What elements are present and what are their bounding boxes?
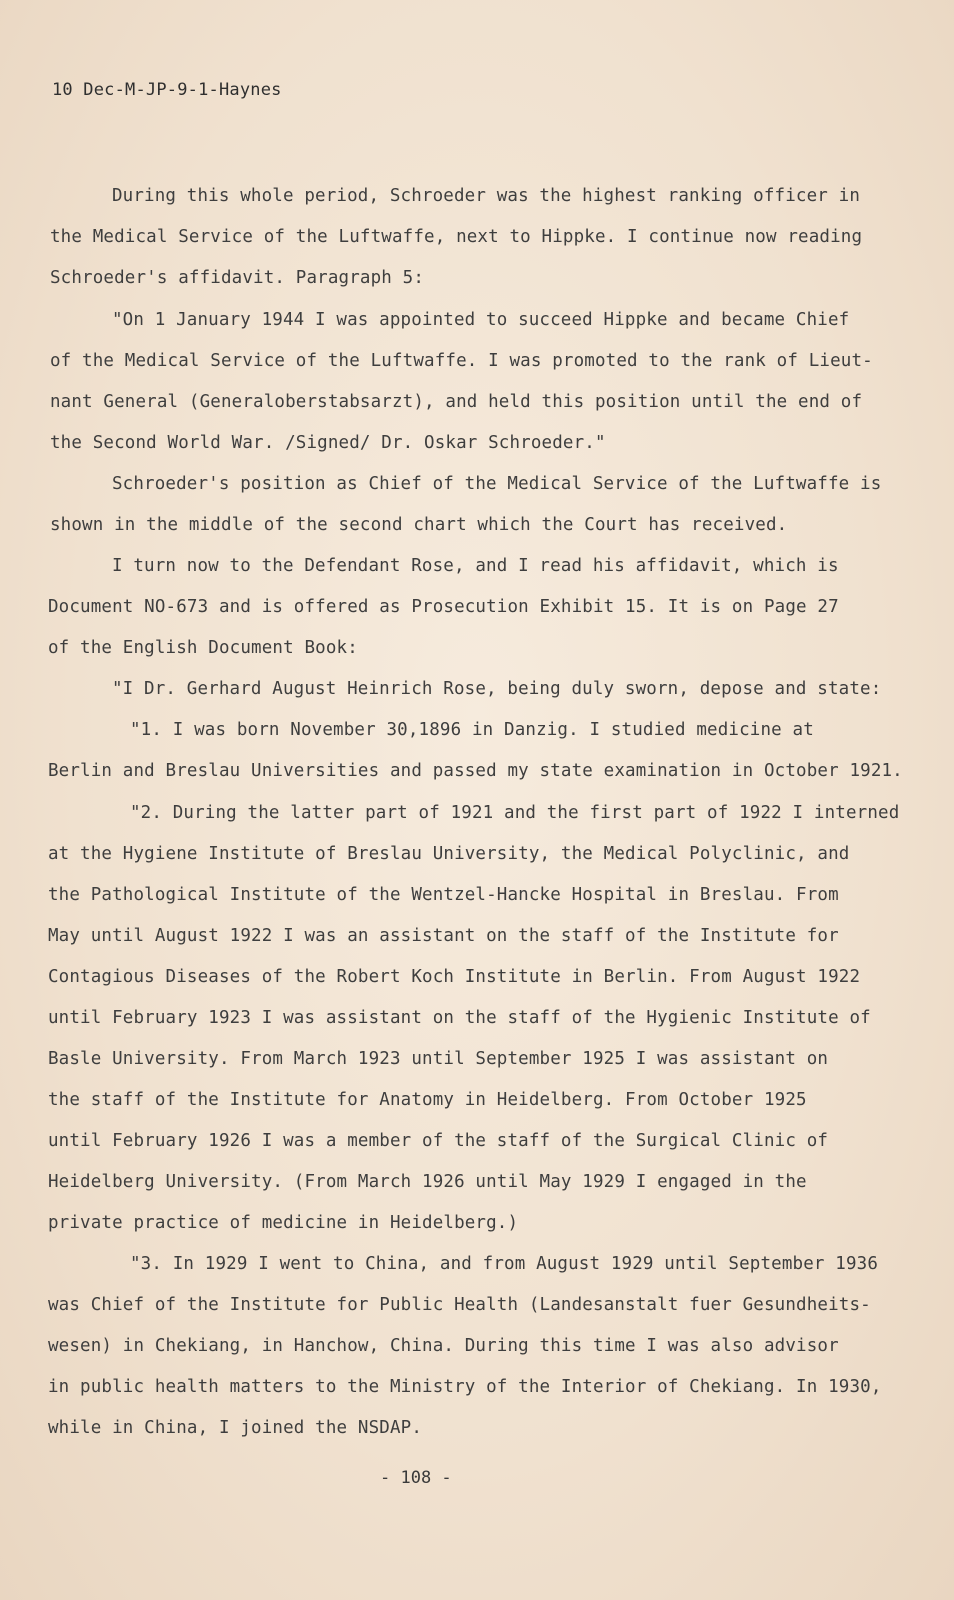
text-line: Contagious Diseases of the Robert Koch Institute in Berlin. From August 1922 — [48, 967, 861, 987]
text-line: I turn now to the Defendant Rose, and I read his affidavit, which is — [112, 556, 839, 576]
text-line: of the Medical Service of the Luftwaffe. I was promoted to the rank of Lieut- — [50, 351, 873, 371]
text-line: During this whole period, Schroeder was the highest ranking officer in — [112, 186, 861, 206]
text-line: "1. I was born November 30,1896 in Danzig. I studied medicine at — [130, 720, 814, 740]
text-line: Schroeder's position as Chief of the Medical Service of the Luftwaffe is — [112, 474, 882, 494]
text-line: until February 1923 I was assistant on the staff of the Hygienic Institute of — [48, 1008, 871, 1028]
text-line: nant General (Generaloberstabsarzt), and held this position until the end of — [50, 392, 863, 412]
text-line: while in China, I joined the NSDAP. — [48, 1418, 423, 1438]
text-line: Basle University. From March 1923 until September 1925 I was assistant on — [48, 1049, 829, 1069]
text-line: Document NO-673 and is offered as Prosecution Exhibit 15. It is on Page 27 — [48, 597, 839, 617]
text-line: Berlin and Breslau Universities and passed my state examination in October 1921. — [48, 761, 903, 781]
text-line: Schroeder's affidavit. Paragraph 5: — [50, 268, 425, 288]
text-line: of the English Document Book: — [48, 638, 358, 658]
text-line: "I Dr. Gerhard August Heinrich Rose, being duly sworn, depose and state: — [112, 679, 882, 699]
page-number: - 108 - — [380, 1468, 452, 1488]
text-line: Heidelberg University. (From March 1926 until May 1929 I engaged in the — [48, 1172, 807, 1192]
text-line: the Pathological Institute of the Wentzel-Hancke Hospital in Breslau. From — [48, 885, 839, 905]
text-line: private practice of medicine in Heidelberg.) — [48, 1213, 519, 1233]
text-line: at the Hygiene Institute of Breslau University, the Medical Polyclinic, and — [48, 844, 850, 864]
text-line: the Second World War. /Signed/ Dr. Oskar Schroeder." — [50, 433, 606, 453]
text-line: "On 1 January 1944 I was appointed to succeed Hippke and became Chief — [112, 310, 850, 330]
text-line: until February 1926 I was a member of the staff of the Surgical Clinic of — [48, 1131, 829, 1151]
text-line: "3. In 1929 I went to China, and from August 1929 until September 1936 — [130, 1254, 879, 1274]
text-line: the staff of the Institute for Anatomy in Heidelberg. From October 1925 — [48, 1090, 807, 1110]
text-line: "2. During the latter part of 1921 and the first part of 1922 I interned — [130, 803, 900, 823]
document-header: 10 Dec-M-JP-9-1-Haynes — [52, 80, 282, 100]
text-line: wesen) in Chekiang, in Hanchow, China. During this time I was also advisor — [48, 1336, 839, 1356]
text-line: shown in the middle of the second chart which the Court has received. — [50, 515, 788, 535]
text-line: was Chief of the Institute for Public Health (Landesanstalt fuer Gesundheits- — [48, 1295, 871, 1315]
text-line: May until August 1922 I was an assistant on the staff of the Institute for — [48, 926, 839, 946]
text-line: the Medical Service of the Luftwaffe, next to Hippke. I continue now reading — [50, 227, 863, 247]
text-line: in public health matters to the Ministry of the Interior of Chekiang. In 1930, — [48, 1377, 882, 1397]
